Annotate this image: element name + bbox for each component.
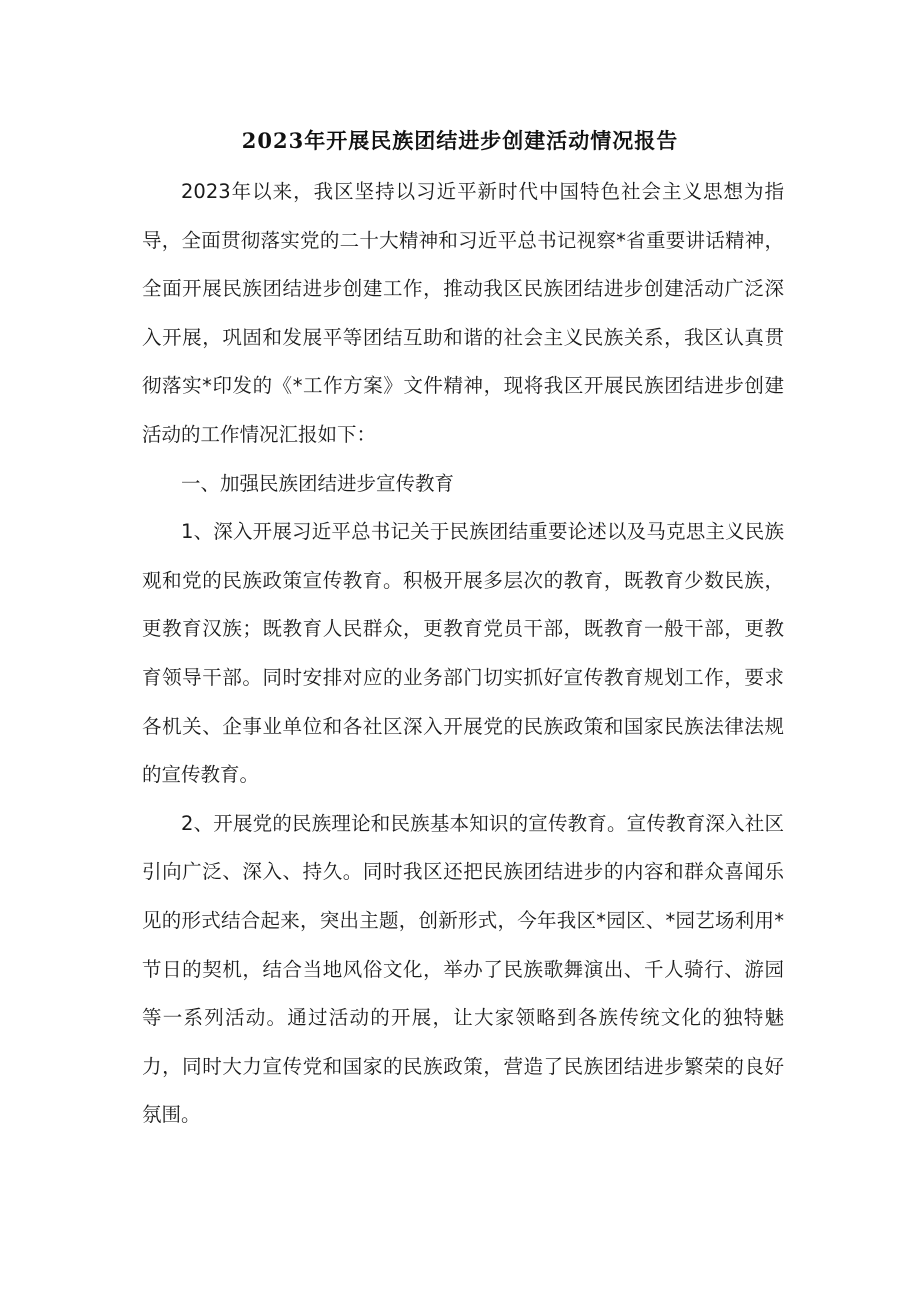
document-title: 2023年开展民族团结进步创建活动情况报告 bbox=[241, 128, 679, 153]
paragraph-item-2: 2、开展党的民族理论和民族基本知识的宣传教育。宣传教育深入社区引向广泛、深入、持久。同时我区还把民族团结进步的内容和群众喜闻乐见的形式结合起来，突出主题，创新形式，今年我区*园区、*园艺场利用*节日的契机，结合当地风俗文化，举办了民族歌舞演出、千人骑行、游园等一系列活动。通过活动的开展，让大家领略到各族传统文化的独特魅力，同时大力宣传党和国家的民族政策，营造了民族团结进步繁荣的良好氛围。 bbox=[142, 811, 784, 1127]
section-heading-1: 一、加强民族团结进步宣传教育 bbox=[181, 471, 455, 495]
paragraph-item-1: 1、深入开展习近平总书记关于民族团结重要论述以及马克思主义民族观和党的民族政策宣传教育。积极开展多层次的教育，既教育少数民族，更教育汉族；既教育人民群众，更教育党员干部，既教育一般干部，更教育领导干部。同时安排对应的业务部门切实抓好宣传教育规划工作，要求各机关、企事业单位和各社区深入开展党的民族政策和国家民族法律法规的宣传教育。 bbox=[142, 520, 784, 787]
document-body bbox=[142, 168, 784, 1140]
paragraph-intro: 2023年以来，我区坚持以习近平新时代中国特色社会主义思想为指导，全面贯彻落实党的二十大精神和习近平总书记视察*省重要讲话精神，全面开展民族团结进步创建工作，推动我区民族团结进步创建活动广泛深入开展，巩固和发展平等团结互助和谐的社会主义民族关系，我区认真贯彻落实*印发的《*工作方案》文件精神，现将我区开展民族团结进步创建活动的工作情况汇报如下： bbox=[142, 180, 784, 446]
